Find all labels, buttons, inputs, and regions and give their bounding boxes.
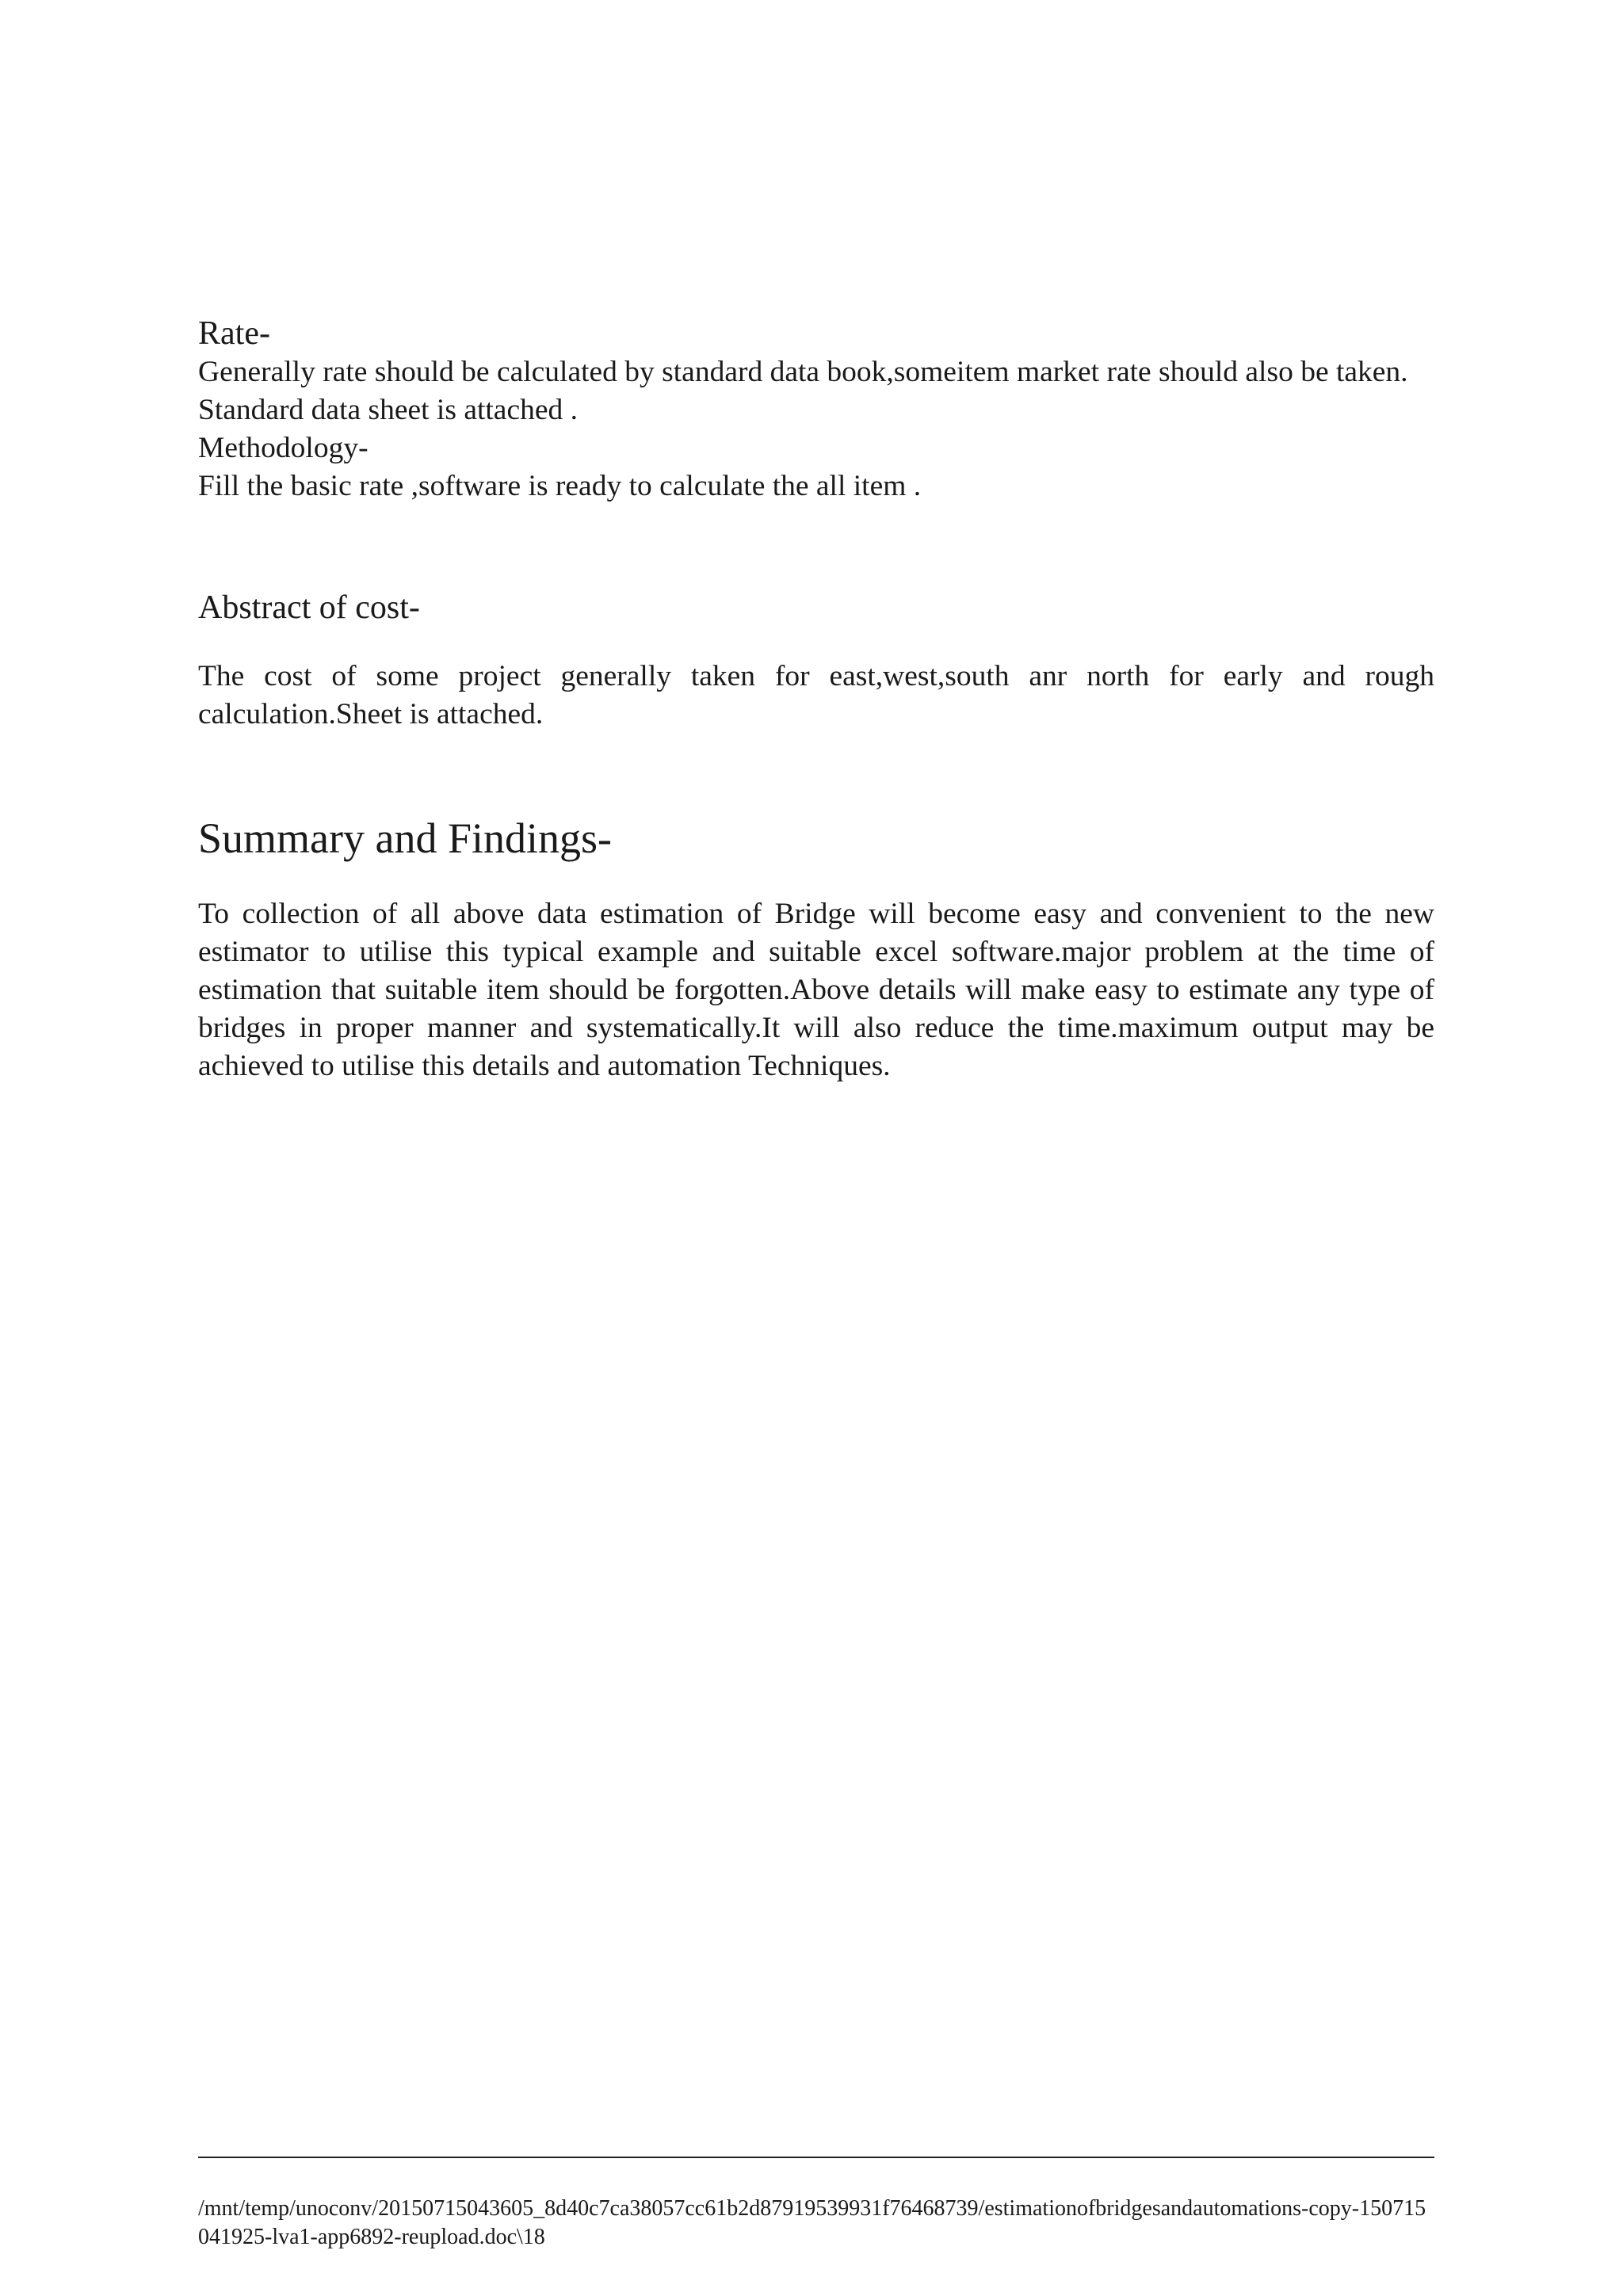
spacer — [198, 627, 1434, 658]
footer-divider — [198, 2157, 1434, 2158]
footer-file-path: /mnt/temp/unoconv/20150715043605_8d40c7ca38057cc61b2d87919539931f76468739/estimationofbridgesandautomations-copy-150715041925-lva1-app6892-reupload.doc\18 — [198, 2196, 1426, 2249]
rate-heading: Rate- — [198, 315, 270, 352]
rate-paragraph: Generally rate should be calculated by standard data book,someitem market rate should also be taken. — [198, 356, 1408, 388]
abstract-paragraph: The cost of some project generally taken for east,west,south anr north for early and rough calculation.Sheet is attached. — [198, 660, 1434, 730]
rate-line-methodology: Methodology- — [198, 432, 369, 464]
summary-heading: Summary and Findings- — [198, 814, 612, 862]
spacer — [198, 505, 1434, 588]
abstract-heading: Abstract of cost- — [198, 589, 420, 626]
document-body — [198, 314, 1434, 1085]
rate-line-standard-data: Standard data sheet is attached . — [198, 394, 578, 426]
summary-paragraph: To collection of all above data estimation of Bridge will become easy and convenient to the new estimator to utilise this typical example and suitable excel software.major problem at the time of estimation that suitable item should be forgotten.Above details will make easy to estimate any type of bridges in proper manner and systematically.It will also reduce the time.maximum output may be achieved to utilise this details and automation Techniques. — [198, 898, 1434, 1082]
spacer — [198, 734, 1434, 813]
rate-line-fill-basic-rate: Fill the basic rate ,software is ready to calculate the all item . — [198, 470, 922, 502]
spacer — [198, 864, 1434, 895]
